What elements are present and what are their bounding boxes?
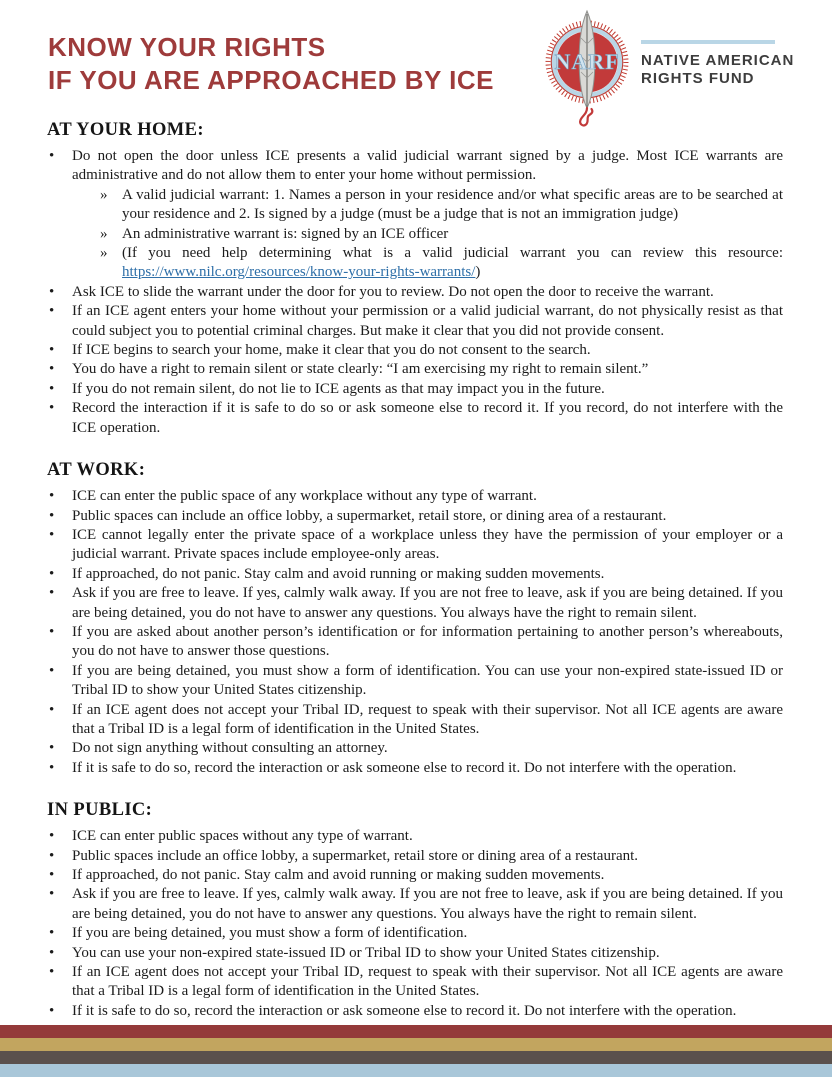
bullet-marker: • <box>49 565 55 582</box>
bullet-marker: • <box>49 886 55 903</box>
bullet-text: If you are being detained, you must show a form of identification. You can use your non-expired state-issued ID or Tribal ID to show your United States citizenship. <box>72 662 783 699</box>
bullet-item <box>47 380 783 399</box>
bullet-marker: • <box>49 361 55 378</box>
bullet-text: Ask if you are free to leave. If yes, calmly walk away. If you are not free to leave, ask if you are being detained. If you are being detained, you do not have to answer any questions. You always have the right to remain silent. <box>72 886 783 922</box>
bullet-item <box>47 507 783 526</box>
bullet-marker: • <box>49 944 55 961</box>
bullet-item <box>47 1002 783 1021</box>
bullet-marker: • <box>49 828 55 845</box>
bullet-marker: • <box>49 759 55 776</box>
bullet-marker: • <box>49 585 55 602</box>
bullet-text: ICE cannot legally enter the private space of a workplace unless they have the permission of your employer or a judicial warrant. Private spaces include employee-only areas. <box>72 526 783 563</box>
bullet-item <box>47 963 783 1002</box>
bullet-marker: • <box>49 847 55 864</box>
narf-logo-block <box>543 8 794 128</box>
bullet-marker: • <box>49 283 55 300</box>
bullet-marker: • <box>49 400 55 417</box>
bullet-marker: • <box>49 740 55 757</box>
bullet-item <box>47 759 783 778</box>
sub-bullet-marker: » <box>100 186 108 203</box>
bullet-marker: • <box>49 1002 55 1019</box>
bullet-item <box>47 302 783 341</box>
bullet-item <box>47 283 783 302</box>
org-name-line2: RIGHTS FUND <box>641 70 755 87</box>
section-heading: IN PUBLIC: <box>47 800 153 821</box>
bullet-marker: • <box>49 867 55 883</box>
sub-bullet-item <box>97 186 783 225</box>
sub-bullet-item <box>97 244 783 283</box>
bullet-text: If you do not remain silent, do not lie to ICE agents as that may impact you in the future. <box>72 380 605 397</box>
bullet-text: If an ICE agent enters your home without your permission or a valid judicial warrant, do not physically resist as that could subject you to potential criminal charges. But make it clear that you did not provide consent. <box>72 303 783 339</box>
wordmark-accent-bar <box>641 40 775 44</box>
narf-acronym: NARF <box>554 49 620 74</box>
bullet-marker: • <box>49 488 55 505</box>
bullet-item <box>47 866 783 885</box>
narf-logo-icon <box>543 8 631 128</box>
bullet-item <box>47 924 783 943</box>
bullet-item <box>47 565 783 584</box>
bullet-marker: • <box>49 701 55 718</box>
bullet-marker: • <box>49 342 55 359</box>
page-title-line2: IF YOU ARE APPROACHED BY ICE <box>48 65 494 95</box>
org-name-line1: NATIVE AMERICAN <box>641 52 795 69</box>
section <box>47 800 783 1021</box>
warrants-resource-link[interactable]: https://www.nilc.org/resources/know-your-rights-warrants/ <box>122 264 476 281</box>
bullet-text: ICE can enter the public space of any workplace without any type of warrant. <box>72 488 537 505</box>
bullet-text: (If you need help determining what is a valid judicial warrant you can review this resource: https://www.nilc.org/resources/know-your-rights-warrants/) <box>122 245 783 281</box>
bullet-item <box>47 827 783 846</box>
bullet-text: Do not sign anything without consulting an attorney. <box>72 740 388 757</box>
bullet-item <box>47 662 783 701</box>
bullet-marker: • <box>49 925 55 942</box>
bullet-text: If you are being detained, you must show a form of identification. <box>72 925 468 942</box>
bullet-text: Public spaces include an office lobby, a supermarket, retail store or dining area of a restaurant. <box>72 847 639 864</box>
bullet-item <box>47 623 783 662</box>
bullet-text: You can use your non-expired state-issued ID or Tribal ID to show your United States citizenship. <box>72 944 660 961</box>
section <box>47 120 783 438</box>
bullet-text: Public spaces can include an office lobby, a supermarket, retail store, or dining area of a restaurant. <box>72 507 667 524</box>
bullet-text: If it is safe to do so, record the interaction or ask someone else to record it. Do not interfere with the operation. <box>72 1002 737 1019</box>
sub-bullet-item <box>97 225 783 244</box>
bullet-marker: • <box>49 507 55 524</box>
bullet-item <box>47 584 783 623</box>
footer-stripe-3 <box>0 1051 832 1064</box>
bullet-text: If approached, do not panic. Stay calm and avoid running or making sudden movements. <box>72 565 605 582</box>
bullet-text: Ask if you are free to leave. If yes, calmly walk away. If you are not free to leave, ask if you are being detained. If you are being detained, you do not have to answer any questions. You always have the right to remain silent. <box>72 585 783 621</box>
bullet-text: ICE can enter public spaces without any type of warrant. <box>72 828 413 845</box>
bullet-text: Record the interaction if it is safe to do so or ask someone else to record it. If you record, do not interfere with the ICE operation. <box>72 400 783 436</box>
bullet-marker: • <box>49 526 55 543</box>
bullet-item <box>47 739 783 758</box>
bullet-item <box>47 360 783 379</box>
bullet-item <box>47 944 783 963</box>
page-title <box>48 31 494 97</box>
bullet-text: If it is safe to do so, record the interaction or ask someone else to record it. Do not interfere with the operation. <box>72 759 737 776</box>
bullet-text: A valid judicial warrant: 1. Names a person in your residence and/or what specific areas are to be searched at your residence and 2. Is signed by a judge (must be a judge that is not an immigration judge) <box>122 186 783 223</box>
bullet-text: You do have a right to remain silent or state clearly: “I am exercising my right to remain silent.” <box>72 361 649 378</box>
bullet-marker: • <box>49 380 55 397</box>
bullet-marker: • <box>49 303 55 320</box>
page-title-line1: KNOW YOUR RIGHTS <box>48 32 326 62</box>
narf-wordmark <box>641 40 794 128</box>
bullet-text: An administrative warrant is: signed by an ICE officer <box>122 225 449 242</box>
sub-bullet-marker: » <box>100 225 108 242</box>
section-heading: AT YOUR HOME: <box>47 120 204 140</box>
bullet-marker: • <box>49 623 55 640</box>
sections <box>0 120 832 1021</box>
footer-stripe-4 <box>0 1064 832 1077</box>
footer-stripe-1 <box>0 1025 832 1038</box>
section <box>47 460 783 778</box>
bullet-text: Ask ICE to slide the warrant under the door for you to review. Do not open the door to receive the warrant. <box>72 283 714 300</box>
bullet-item <box>47 399 783 438</box>
bullet-text: Do not open the door unless ICE presents a valid judicial warrant signed by a judge. Most ICE warrants are administrative and do not allow them to enter your home without permission. <box>72 148 783 184</box>
bullet-text: If an ICE agent does not accept your Tribal ID, request to speak with their supervisor. Not all ICE agents are aware that a Tribal ID is a legal form of identification in the United States. <box>72 964 783 1000</box>
bullet-marker: • <box>49 662 55 679</box>
bullet-text: If approached, do not panic. Stay calm and avoid running or making sudden movements. <box>72 867 605 883</box>
bullet-text: If you are asked about another person’s identification or for information pertaining to another person’s whereabouts, you do not have to answer those questions. <box>72 623 783 660</box>
bullet-item <box>47 526 783 565</box>
bullet-item <box>47 847 783 866</box>
sub-bullet-marker: » <box>100 245 108 262</box>
section-heading: AT WORK: <box>47 460 146 481</box>
bullet-marker: • <box>49 148 55 164</box>
footer-stripe-2 <box>0 1038 832 1051</box>
bullet-item <box>47 885 783 924</box>
bullet-item <box>47 487 783 506</box>
bullet-item <box>47 147 783 186</box>
bullet-item <box>47 341 783 360</box>
bullet-item <box>47 701 783 740</box>
bullet-marker: • <box>49 964 55 981</box>
header <box>0 0 832 106</box>
bullet-text: If an ICE agent does not accept your Tribal ID, request to speak with their supervisor. Not all ICE agents are aware that a Tribal ID is a legal form of identification in the United States. <box>72 701 783 737</box>
footer-stripes <box>0 1025 832 1077</box>
bullet-text: If ICE begins to search your home, make it clear that you do not consent to the search. <box>72 342 591 359</box>
